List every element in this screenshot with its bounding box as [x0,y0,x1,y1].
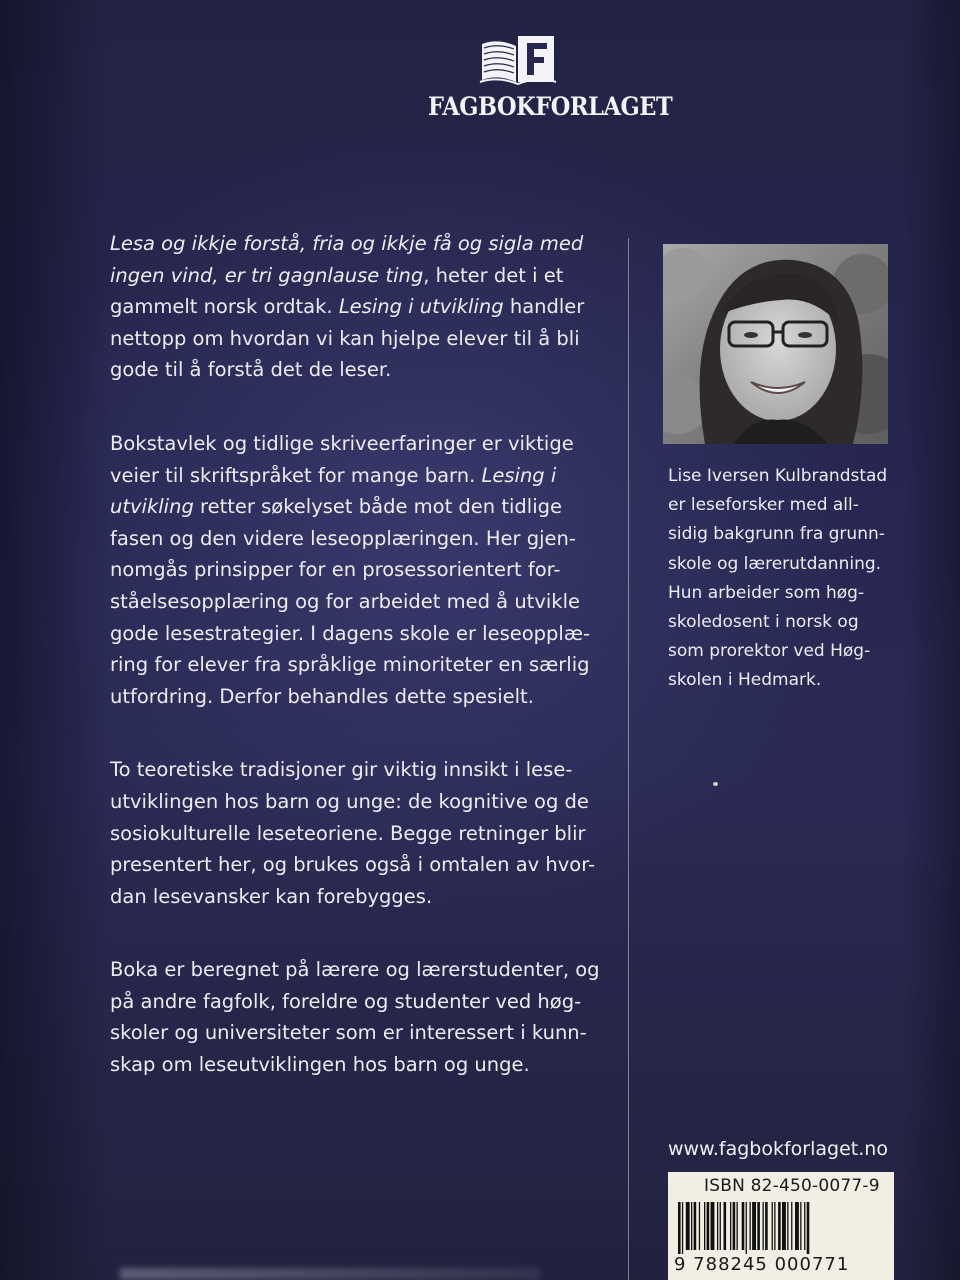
author-portrait-photo [663,244,888,444]
barcode-bar [804,1202,805,1250]
body-text: retter søkelyset både mot den tidlige [193,495,563,519]
barcode-bar [742,1202,745,1250]
barcode-bar [757,1202,760,1250]
blurb-line [110,681,610,713]
barcode-bar [682,1202,683,1254]
publisher-website: www.fagbokforlaget.no [668,1138,888,1160]
author-bio [668,462,908,696]
body-text: presentert her, og brukes også i omtalen av hvor- [110,853,596,877]
body-text: nomgås prinsipper for en prosessorientert for- [110,558,561,582]
surface-speck [713,782,718,786]
publisher-logo [418,30,673,121]
vertical-divider [628,238,629,1280]
body-text: gode til å forstå det de leser. [110,358,392,382]
barcode-bar [717,1202,718,1250]
back-cover-blurb [110,228,610,1123]
body-text: veier til skriftspråket for mange barn. [110,463,482,487]
body-text: handler [503,295,585,319]
italic-text: ingen vind, er tri gagnlause ting [110,263,424,287]
barcode-bar [704,1202,705,1250]
barcode-bar [774,1202,775,1250]
body-text: To teoretiske tradisjoner gir viktig innsikt i lese- [110,758,573,782]
barcode-bar [787,1202,788,1250]
barcode-bar [711,1202,715,1250]
blurb-paragraph [110,228,610,386]
body-text: ring for elever fra språklige minoriteter en særlig [110,653,590,677]
barcode-bar [795,1202,799,1250]
italic-text: Lesing i [481,463,557,487]
barcode-bar [778,1202,781,1250]
barcode-bar [782,1202,786,1250]
publisher-name: FAGBOKFORLAGET [428,92,673,121]
barcode-bar [800,1202,801,1250]
barcode-bar [733,1202,736,1250]
blurb-line [110,881,610,913]
italic-text: Lesing i utvikling [338,295,504,319]
body-text: sosiokulturelle leseteoriene. Begge retninger blir [110,821,586,845]
body-text: skoler og universiteter som er interessert i kunn- [110,1021,587,1045]
barcode-icon [676,1202,886,1254]
body-text: gode lesestrategier. I dagens skole er leseopplæ- [110,621,591,645]
barcode-bar [720,1202,721,1250]
bio-line: Lise Iversen Kulbrandstad [668,466,888,486]
blurb-line [110,818,610,850]
blurb-line [110,618,610,650]
barcode-bar [686,1202,690,1250]
blurb-line [110,291,610,323]
barcode-bar [746,1202,747,1254]
blurb-line [110,354,610,386]
bio-line: som prorektor ved Høg- [668,641,871,662]
blurb-line [110,323,610,355]
barcode-label [668,1172,894,1280]
barcode-bar [807,1202,810,1254]
bio-line: skolen i Hedmark. [668,670,822,691]
blurb-line [110,849,610,881]
body-text: nettopp om hvordan vi kan hjelpe elever til å bli [110,326,580,350]
cut-off-footer-text [120,1268,540,1280]
bio-line: er leseforsker med all- [668,495,859,516]
blurb-paragraph [110,428,610,712]
barcode-bar [772,1202,773,1250]
blurb-line [110,786,610,818]
body-text: på andre fagfolk, foreldre og studenter ved høg- [110,989,582,1013]
barcode-bar [694,1202,697,1250]
barcode-bar [750,1202,751,1250]
blurb-line [110,986,610,1018]
barcode-bar [724,1202,727,1250]
bio-line: skoledosent i norsk og [668,612,859,633]
blurb-line [110,954,610,986]
bio-line: skole og lærerutdanning. [668,553,882,574]
blurb-line [110,1017,610,1049]
barcode-bar [765,1202,768,1250]
body-text: dan lesevansker kan forebygges. [110,884,433,908]
barcode-bar [791,1202,792,1250]
blurb-line [110,754,610,786]
blurb-line [110,428,610,460]
isbn-number: ISBN 82-450-0077-9 [704,1176,880,1196]
barcode-bar [730,1202,731,1250]
barcode-bar [752,1202,756,1250]
blurb-paragraph [110,954,610,1080]
body-text: utfordring. Derfor behandles dette spesielt. [110,684,534,708]
body-text: Boka er beregnet på lærere og lærerstudenter, og [110,958,600,982]
body-text: skap om leseutviklingen hos barn og unge. [110,1053,530,1077]
blurb-line [110,228,610,260]
body-text: Bokstavlek og tidlige skriveerfaringer er viktige [110,431,574,455]
bio-line: Hun arbeider som høg- [668,582,865,603]
blurb-line [110,523,610,555]
barcode-bar [678,1202,681,1254]
italic-text: Lesa og ikkje forstå, fria og ikkje få og sigla med [110,232,584,255]
blurb-line [110,586,610,618]
italic-text: utvikling [110,495,194,519]
barcode-digits: 9 788245 000771 [674,1254,850,1275]
barcode-bar [737,1202,738,1250]
body-text: gammelt norsk ordtak. [110,295,339,319]
blurb-line [110,491,610,523]
body-text: utviklingen hos barn og unge: de kognitive og de [110,789,589,813]
blurb-line [110,1049,610,1081]
barcode-bar [763,1202,764,1250]
body-text: , heter det i et [423,263,564,287]
blurb-line [110,649,610,681]
blurb-line [110,460,610,492]
blurb-line [110,260,610,292]
blurb-line [110,554,610,586]
barcode-bar [691,1202,692,1250]
open-book-f-icon [478,30,558,88]
barcode-bar [699,1202,700,1250]
blurb-paragraph [110,754,610,912]
barcode-bar [707,1202,710,1250]
body-text: fasen og den videre leseopplæringen. Her gjen- [110,526,576,550]
bio-line: sidig bakgrunn fra grunn- [668,524,885,545]
body-text: ståelsesopplæring og for arbeidet med å utvikle [110,589,580,613]
